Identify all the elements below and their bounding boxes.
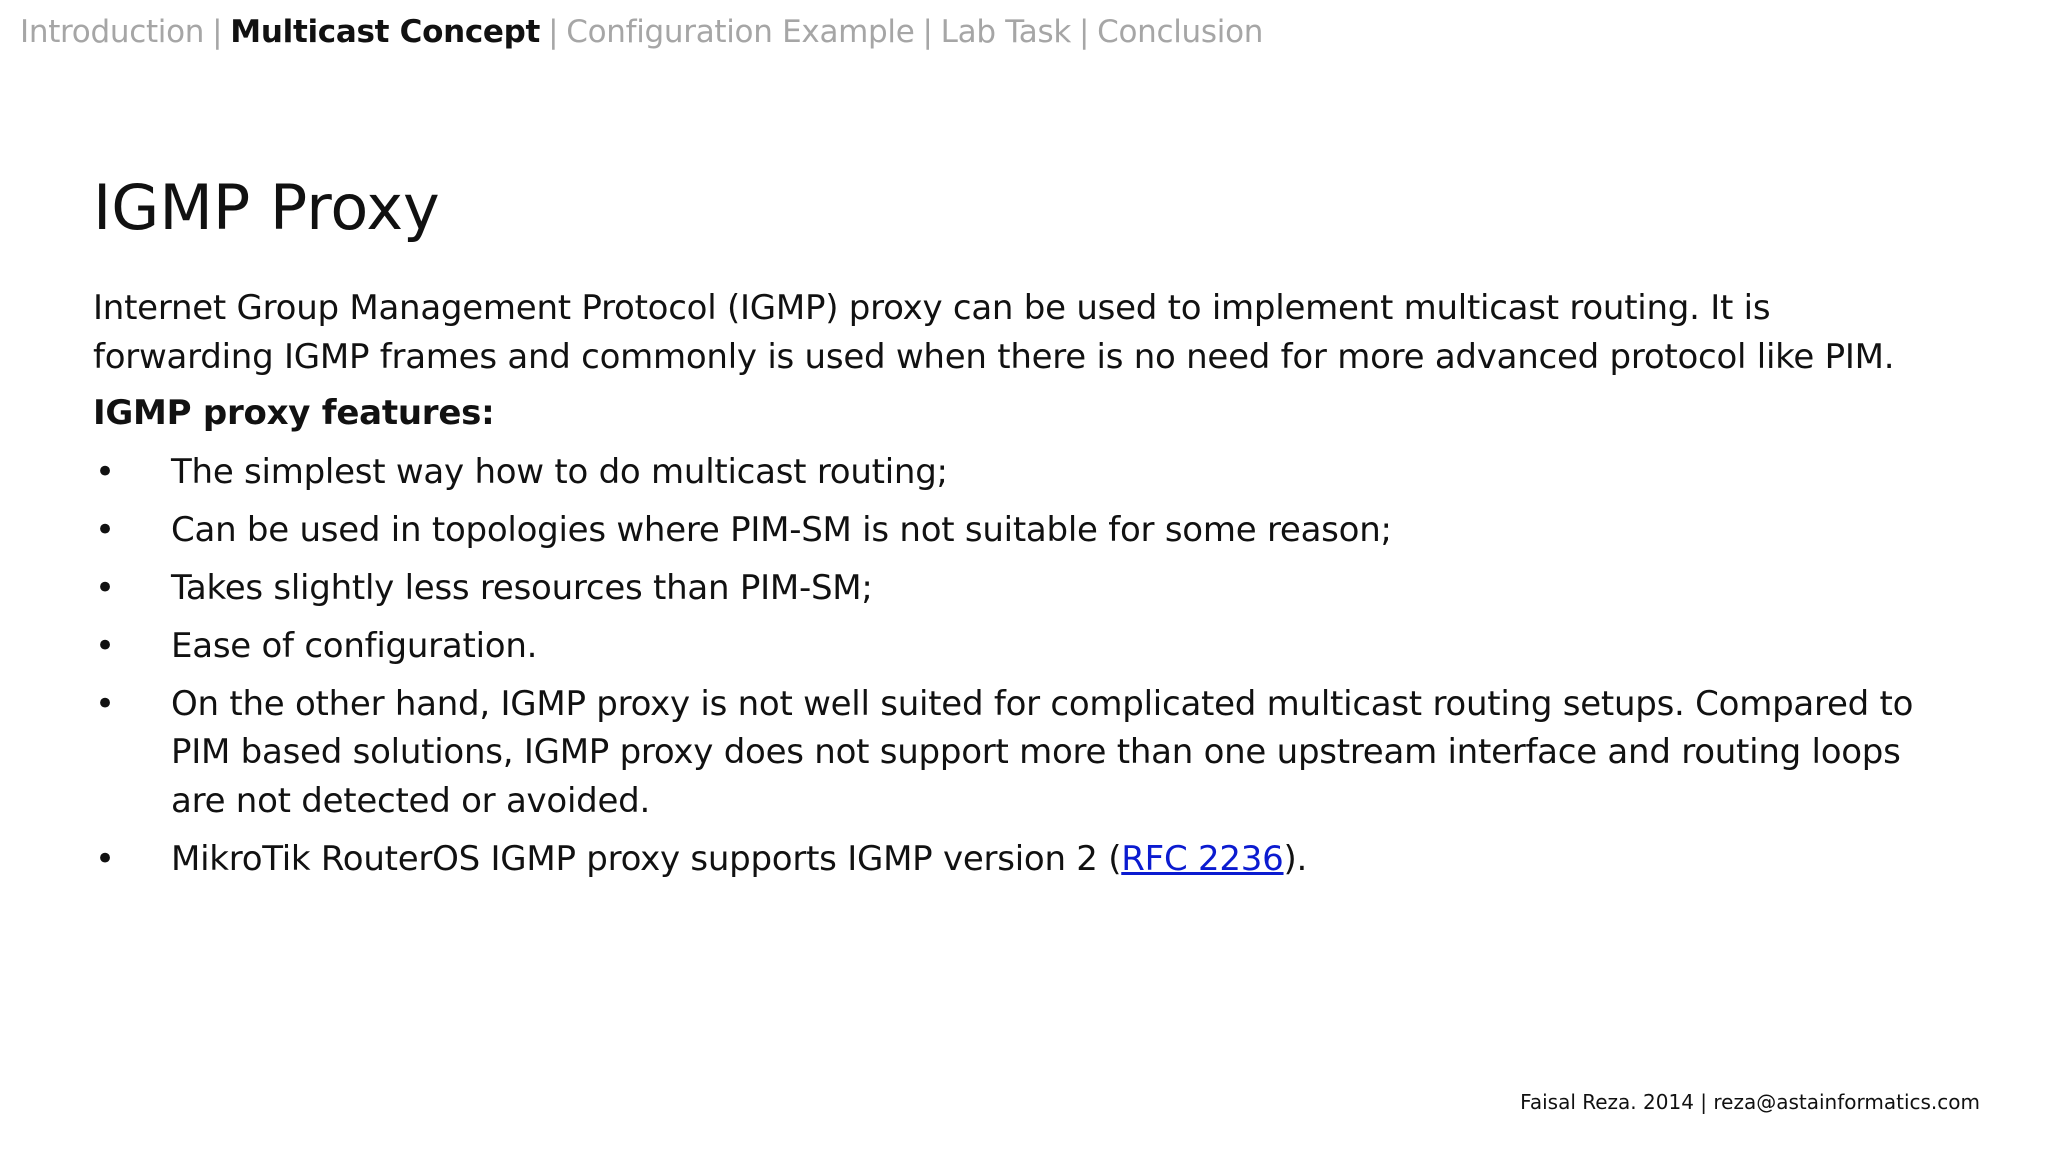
list-item-text: On the other hand, IGMP proxy is not well suited for complicated multicast routing setups. Compared to PIM based solutions, IGMP proxy does not support more than one upstream interface and routing loops are not detected or avoided.	[171, 683, 1914, 821]
nav-item-conclusion[interactable]: Conclusion	[1097, 14, 1264, 50]
bullet-icon: •	[95, 625, 115, 666]
list-item	[93, 448, 1943, 497]
nav-separator: |	[922, 14, 933, 50]
section-breadcrumb	[20, 10, 1263, 54]
list-item	[93, 680, 1943, 826]
intro-paragraph: Internet Group Management Protocol (IGMP) proxy can be used to implement multicast routing. It is forwarding IGMP frames and commonly is used when there is no need for more advanced protocol like PIM.	[93, 288, 1895, 377]
list-item	[93, 506, 1943, 555]
nav-item-multicast-concept[interactable]: Multicast Concept	[230, 14, 541, 50]
bullet-icon: •	[95, 838, 115, 879]
nav-item-configuration-example[interactable]: Configuration Example	[566, 14, 915, 50]
list-item-text: Takes slightly less resources than PIM-SM;	[171, 567, 873, 608]
bullet-icon: •	[95, 683, 115, 724]
list-item-text-suffix: ).	[1283, 838, 1308, 879]
list-item	[93, 835, 1943, 884]
features-list	[93, 448, 1943, 884]
bullet-icon: •	[95, 451, 115, 492]
nav-item-introduction[interactable]: Introduction	[20, 14, 205, 50]
list-item-text: Ease of configuration.	[171, 625, 538, 666]
bullet-icon: •	[95, 509, 115, 550]
list-item-text: Can be used in topologies where PIM-SM is not suitable for some reason;	[171, 509, 1392, 550]
nav-item-lab-task[interactable]: Lab Task	[940, 14, 1071, 50]
list-item	[93, 622, 1943, 671]
rfc-link[interactable]: RFC 2236	[1121, 838, 1284, 879]
list-item-text-prefix: MikroTik RouterOS IGMP proxy supports IGMP version 2 (	[171, 838, 1122, 879]
nav-separator: |	[1078, 14, 1090, 50]
nav-separator: |	[212, 14, 223, 50]
slide-title: IGMP Proxy	[93, 171, 440, 244]
bullet-icon: •	[95, 567, 115, 608]
features-heading: IGMP proxy features:	[93, 393, 495, 433]
list-item	[93, 564, 1943, 613]
list-item-text: The simplest way how to do multicast routing;	[171, 451, 948, 492]
footer-credit: Faisal Reza. 2014 | reza@astainformatics.com	[1520, 1090, 1980, 1114]
nav-separator: |	[548, 14, 559, 50]
slide-body	[93, 284, 1943, 893]
